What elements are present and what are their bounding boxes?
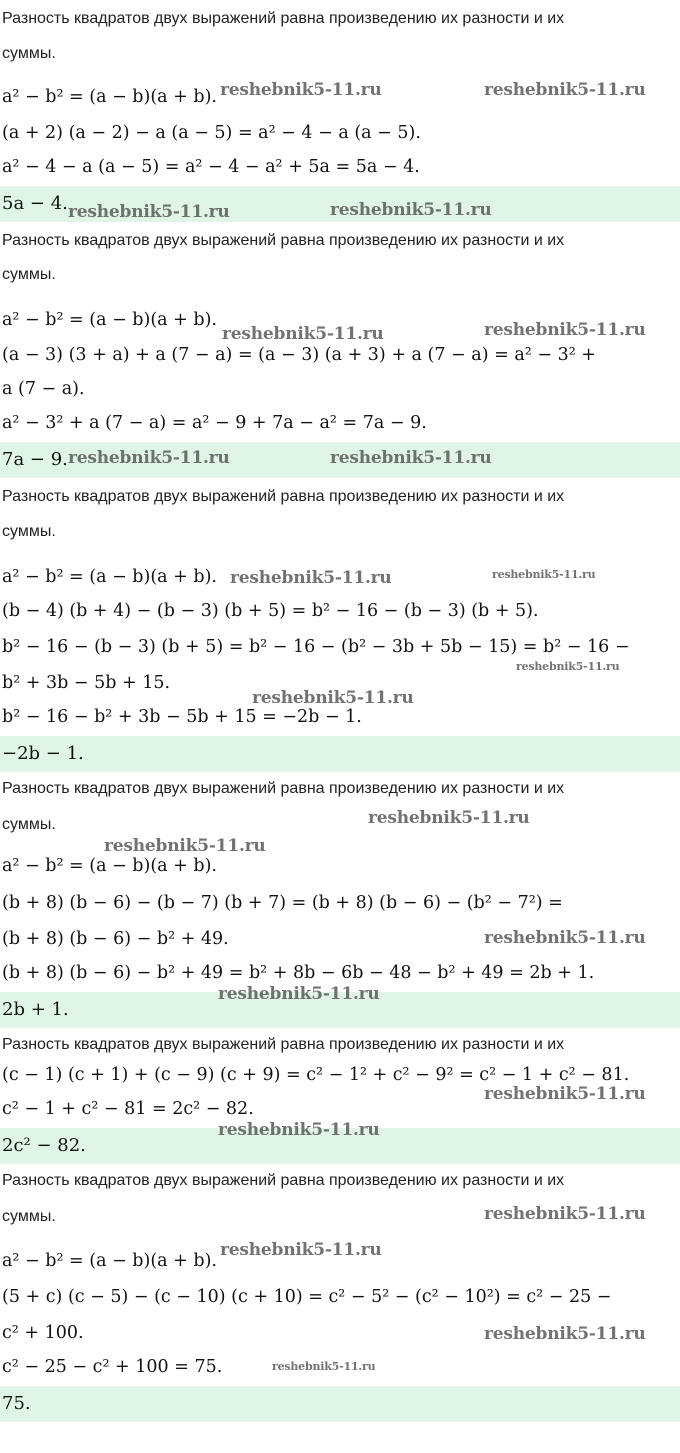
step: (5 + c) (c − 5) − (c − 10) (c + 10) = c² − 5² − (c² − 10²) = c² − 25 − [2, 1287, 612, 1307]
rule-text: суммы. [2, 266, 56, 283]
step: (c − 1) (c + 1) + (c − 9) (c + 9) = c² − 1² + c² − 9² = c² − 1 + c² − 81. [2, 1065, 630, 1085]
step: (b + 8) (b − 6) − (b − 7) (b + 7) = (b + 8) (b − 6) − (b² − 7²) = [2, 893, 563, 913]
watermark: reshebnik5-11.ru [222, 324, 384, 344]
watermark: reshebnik5-11.ru [516, 660, 620, 673]
watermark: reshebnik5-11.ru [104, 836, 266, 856]
rule-text: Разность квадратов двух выражений равна произведению их разности и их [2, 488, 565, 505]
rule-text: суммы. [2, 45, 56, 62]
watermark: reshebnik5-11.ru [218, 1120, 380, 1140]
watermark: reshebnik5-11.ru [484, 928, 646, 948]
watermark: reshebnik5-11.ru [68, 448, 230, 468]
answer-box [0, 736, 680, 772]
rule-text: Разность квадратов двух выражений равна произведению их разности и их [2, 232, 565, 249]
step: c² + 100. [2, 1323, 84, 1343]
watermark: reshebnik5-11.ru [220, 80, 382, 100]
watermark: reshebnik5-11.ru [218, 984, 380, 1004]
rule-text: Разность квадратов двух выражений равна произведению их разности и их [2, 780, 565, 797]
watermark: reshebnik5-11.ru [68, 202, 230, 222]
watermark: reshebnik5-11.ru [272, 1360, 376, 1373]
step: (b + 8) (b − 6) − b² + 49. [2, 929, 229, 949]
watermark: reshebnik5-11.ru [484, 320, 646, 340]
step: (a − 3) (3 + a) + a (7 − a) = (a − 3) (a + 3) + a (7 − a) = a² − 3² + [2, 345, 596, 365]
step: a (7 − a). [2, 379, 85, 399]
step: b² − 16 − (b − 3) (b + 5) = b² − 16 − (b² − 3b + 5b − 15) = b² − 16 − [2, 637, 630, 657]
step: (a + 2) (a − 2) − a (a − 5) = a² − 4 − a (a − 5). [2, 123, 421, 143]
answer-box [0, 1386, 680, 1422]
watermark: reshebnik5-11.ru [368, 808, 530, 828]
watermark: reshebnik5-11.ru [492, 568, 596, 581]
watermark: reshebnik5-11.ru [484, 1204, 646, 1224]
formula: a² − b² = (a − b)(a + b). [2, 310, 217, 330]
watermark: reshebnik5-11.ru [330, 200, 492, 220]
rule-text: Разность квадратов двух выражений равна произведению их разности и их [2, 1036, 565, 1053]
step: c² − 25 − c² + 100 = 75. [2, 1357, 223, 1377]
watermark: reshebnik5-11.ru [220, 1240, 382, 1260]
formula: a² − b² = (a − b)(a + b). [2, 87, 217, 107]
rule-text: Разность квадратов двух выражений равна произведению их разности и их [2, 1172, 565, 1189]
step: c² − 1 + c² − 81 = 2c² − 82. [2, 1099, 254, 1119]
formula: a² − b² = (a − b)(a + b). [2, 856, 217, 876]
formula: a² − b² = (a − b)(a + b). [2, 1251, 217, 1271]
watermark: reshebnik5-11.ru [484, 80, 646, 100]
answer: 2b + 1. [2, 999, 69, 1020]
step: a² − 4 − a (a − 5) = a² − 4 − a² + 5a = 5a − 4. [2, 157, 420, 177]
rule-text: Разность квадратов двух выражений равна произведению их разности и их [2, 10, 565, 27]
watermark: reshebnik5-11.ru [484, 1324, 646, 1344]
answer: 7a − 9. [2, 449, 68, 470]
watermark: reshebnik5-11.ru [484, 1084, 646, 1104]
watermark: reshebnik5-11.ru [330, 448, 492, 468]
rule-text: суммы. [2, 816, 56, 833]
step: a² − 3² + a (7 − a) = a² − 9 + 7a − a² = 7a − 9. [2, 413, 427, 433]
answer: 5a − 4. [2, 193, 68, 214]
step: b² − 16 − b² + 3b − 5b + 15 = −2b − 1. [2, 707, 362, 727]
step: b² + 3b − 5b + 15. [2, 673, 171, 693]
watermark: reshebnik5-11.ru [230, 568, 392, 588]
step: (b + 8) (b − 6) − b² + 49 = b² + 8b − 6b − 48 − b² + 49 = 2b + 1. [2, 963, 595, 983]
rule-text: суммы. [2, 1208, 56, 1225]
answer: −2b − 1. [2, 743, 84, 764]
answer: 2c² − 82. [2, 1135, 86, 1156]
formula: a² − b² = (a − b)(a + b). [2, 567, 217, 587]
rule-text: суммы. [2, 523, 56, 540]
watermark: reshebnik5-11.ru [252, 688, 414, 708]
step: (b − 4) (b + 4) − (b − 3) (b + 5) = b² − 16 − (b − 3) (b + 5). [2, 601, 539, 621]
answer: 75. [2, 1393, 31, 1414]
